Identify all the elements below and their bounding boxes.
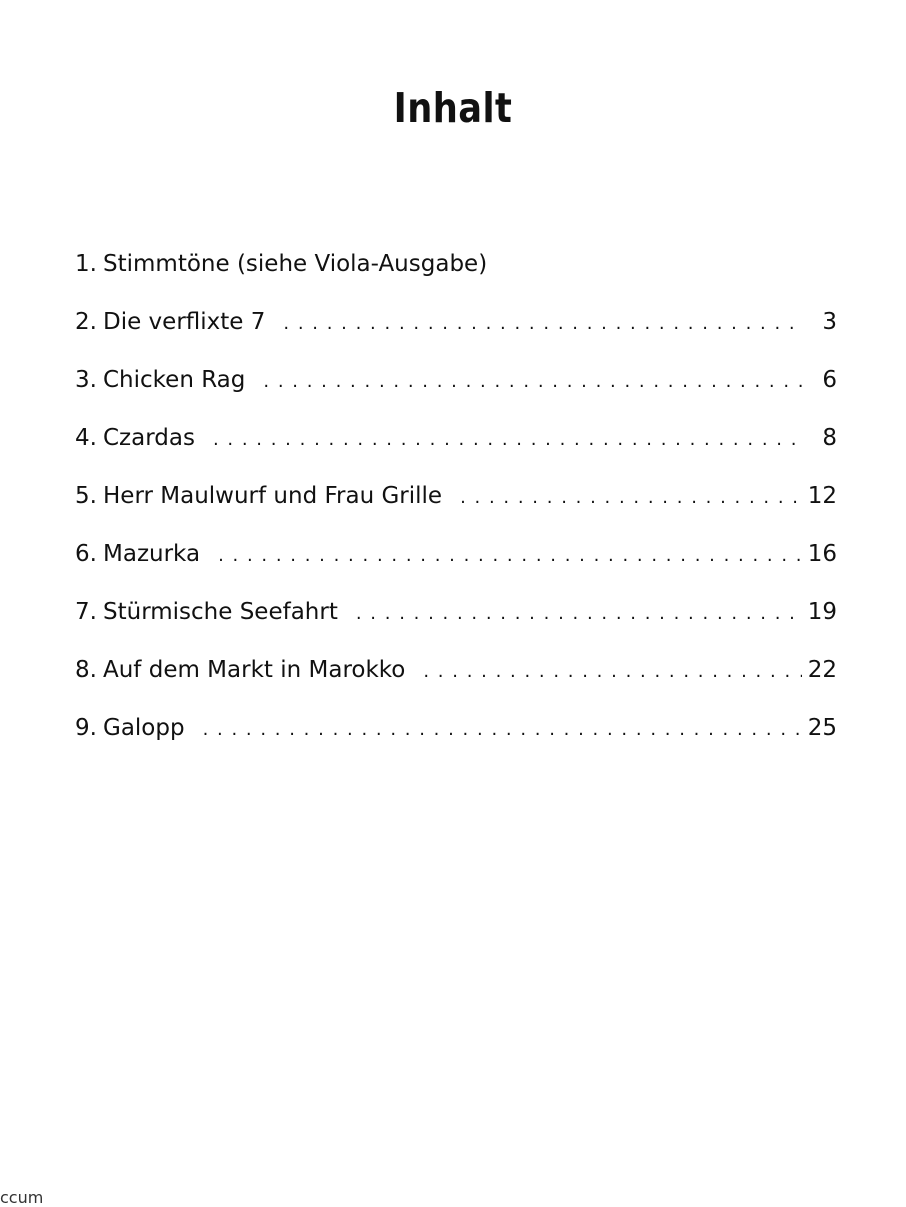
toc-entry-1: [75, 250, 837, 308]
toc-entry-page: 3: [822, 309, 837, 335]
footer-text-fragment: ccum: [0, 1188, 44, 1207]
toc-entry-7: [75, 598, 837, 656]
toc-entry-title: Die verflixte 7: [103, 309, 266, 335]
dot-leader: [283, 310, 805, 338]
toc-entry-3: [75, 366, 837, 424]
dot-leader: [356, 600, 802, 628]
toc-entry-number: 5.: [75, 483, 97, 509]
toc-entry-page: 16: [807, 541, 837, 567]
toc-entry-number: 1.: [75, 251, 97, 277]
toc-entry-4: [75, 424, 837, 482]
toc-entry-page: 6: [822, 367, 837, 393]
toc-entry-number: 4.: [75, 425, 97, 451]
toc-entry-page: 22: [807, 657, 837, 683]
dot-leader: [263, 368, 805, 396]
toc-entry-number: 3.: [75, 367, 97, 393]
toc-entry-page: 19: [807, 599, 837, 625]
toc-entry-8: [75, 656, 837, 714]
toc-entry-page: 25: [807, 715, 837, 741]
dot-leader: [460, 484, 802, 512]
dot-leader: [423, 658, 801, 686]
toc-entry-title: Czardas: [103, 425, 195, 451]
toc-entry-number: 2.: [75, 309, 97, 335]
dot-leader: [203, 716, 802, 744]
dot-leader: [213, 426, 805, 454]
toc-entry-2: [75, 308, 837, 366]
toc-entry-number: 7.: [75, 599, 97, 625]
toc-entry-title: Herr Maulwurf und Frau Grille: [103, 483, 443, 509]
table-of-contents: [75, 250, 837, 772]
page-title: Inhalt: [393, 84, 513, 132]
toc-entry-number: 6.: [75, 541, 97, 567]
toc-entry-title: Auf dem Markt in Marokko: [103, 657, 406, 683]
toc-entry-title: Stimmtöne (siehe Viola-Ausgabe): [103, 251, 488, 277]
toc-entry-6: [75, 540, 837, 598]
toc-entry-page: 8: [822, 425, 837, 451]
toc-entry-title: Stürmische Seefahrt: [103, 599, 338, 625]
toc-entry-title: Chicken Rag: [103, 367, 246, 393]
toc-entry-number: 9.: [75, 715, 97, 741]
toc-entry-page: 12: [807, 483, 837, 509]
toc-entry-9: [75, 714, 837, 772]
toc-entry-number: 8.: [75, 657, 97, 683]
dot-leader: [218, 542, 802, 570]
toc-entry-title: Galopp: [103, 715, 185, 741]
toc-entry-title: Mazurka: [103, 541, 201, 567]
toc-entry-5: [75, 482, 837, 540]
